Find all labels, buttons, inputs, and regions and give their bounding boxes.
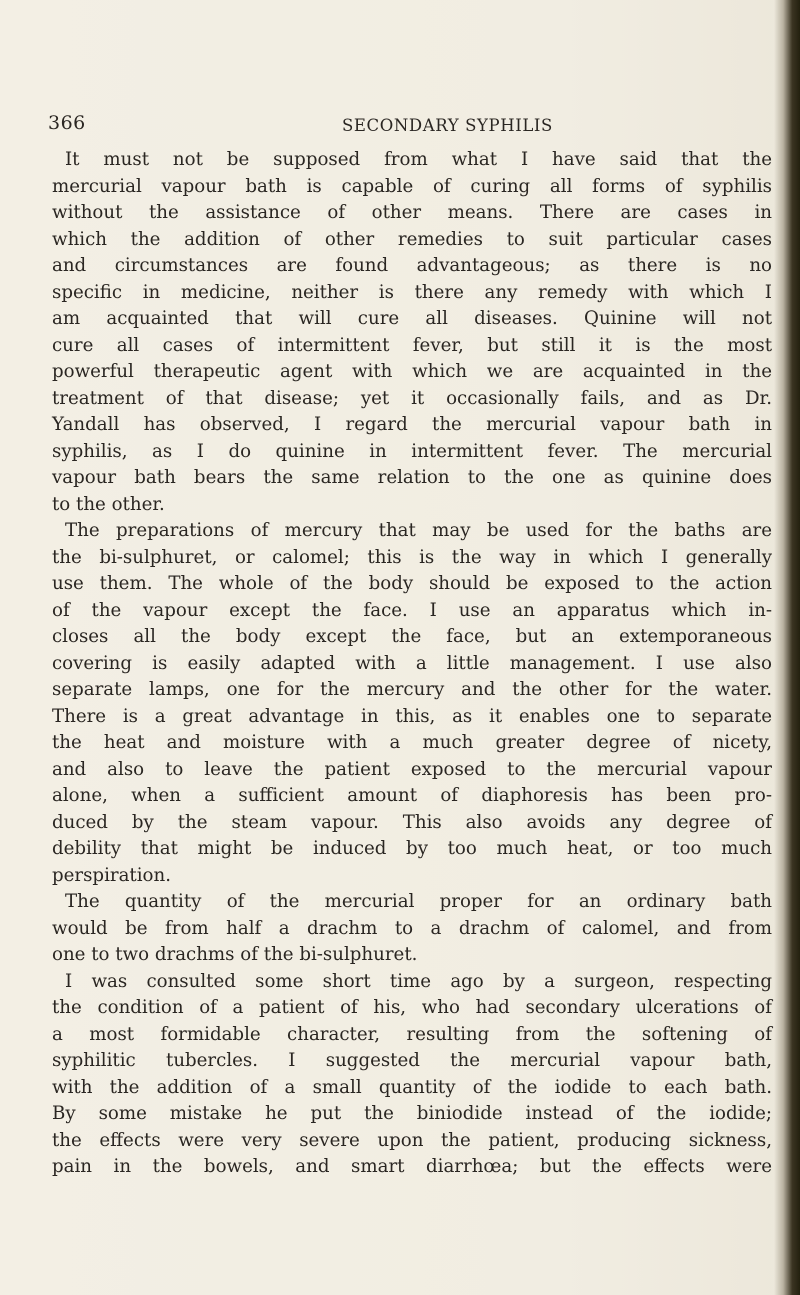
text-line: use them. The whole of the body should be exposed to the action <box>52 573 772 594</box>
text-line: The preparations of mercury that may be used for the baths are <box>65 520 772 541</box>
text-line: one to two drachms of the bi-sulphuret. <box>52 944 418 965</box>
text-line: of the vapour except the face. I use an apparatus which in- <box>52 599 772 621</box>
text-line: I was consulted some short time ago by a surgeon, respecting <box>65 970 772 992</box>
text-line: with the addition of a small quantity of the iodide to each bath. <box>52 1076 772 1098</box>
text-line: the effects were very severe upon the patient, producing sickness, <box>52 1129 772 1151</box>
text-line: separate lamps, one for the mercury and the other for the water. <box>52 679 772 700</box>
text-line: a most formidable character, resulting from the softening of <box>52 1023 772 1045</box>
text-line: the bi-sulphuret, or calomel; this is the way in which I generally <box>52 546 772 568</box>
text-line: the heat and moisture with a much greater degree of nicety, <box>52 732 772 753</box>
text-line: alone, when a sufficient amount of diaphoresis has been pro- <box>52 785 772 806</box>
text-line: There is a great advantage in this, as it enables one to separate <box>52 705 772 727</box>
text-line: pain in the bowels, and smart diarrhœa; but the effects were <box>52 1156 772 1177</box>
text-line: mercurial vapour bath is capable of curing all forms of syphilis <box>52 175 772 197</box>
text-line: would be from half a drachm to a drachm of calomel, and from <box>52 917 772 939</box>
body-text <box>52 147 772 1181</box>
text-line: and also to leave the patient exposed to the mercurial vapour <box>52 758 772 780</box>
text-line: Yandall has observed, I regard the mercurial vapour bath in <box>52 414 772 435</box>
text-line: It must not be supposed from what I have said that the <box>65 149 772 170</box>
text-line: powerful therapeutic agent with which we are acquainted in the <box>52 361 772 382</box>
page-number: 366 <box>48 112 86 134</box>
text-line: cure all cases of intermittent fever, but still it is the most <box>52 334 772 356</box>
text-line: debility that might be induced by too much heat, or too much <box>52 838 772 859</box>
text-line: The quantity of the mercurial proper for an ordinary bath <box>65 891 772 912</box>
running-head: SECONDARY SYPHILIS <box>342 116 553 135</box>
text-line: covering is easily adapted with a little management. I use also <box>52 652 772 674</box>
text-line: am acquainted that will cure all diseases. Quinine will not <box>52 308 772 329</box>
text-line: closes all the body except the face, but an extemporaneous <box>52 626 772 647</box>
page-header <box>0 112 800 142</box>
text-line: duced by the steam vapour. This also avoids any degree of <box>52 811 772 833</box>
text-line: perspiration. <box>52 864 172 886</box>
text-line: syphilis, as I do quinine in intermittent fever. The mercurial <box>52 440 772 462</box>
text-line: which the addition of other remedies to suit particular cases <box>52 228 772 250</box>
text-line: without the assistance of other means. There are cases in <box>52 202 772 223</box>
text-line: syphilitic tubercles. I suggested the mercurial vapour bath, <box>52 1050 772 1071</box>
text-line: the condition of a patient of his, who had secondary ulcerations of <box>52 997 772 1018</box>
text-line: vapour bath bears the same relation to the one as quinine does <box>52 467 772 488</box>
text-line: specific in medicine, neither is there any remedy with which I <box>52 281 772 303</box>
text-line: By some mistake he put the biniodide instead of the iodide; <box>52 1103 772 1124</box>
text-line: treatment of that disease; yet it occasionally fails, and as Dr. <box>52 387 772 409</box>
binding-shadow <box>774 0 800 1295</box>
text-line: to the other. <box>52 493 165 515</box>
text-line: and circumstances are found advantageous; as there is no <box>52 255 772 276</box>
